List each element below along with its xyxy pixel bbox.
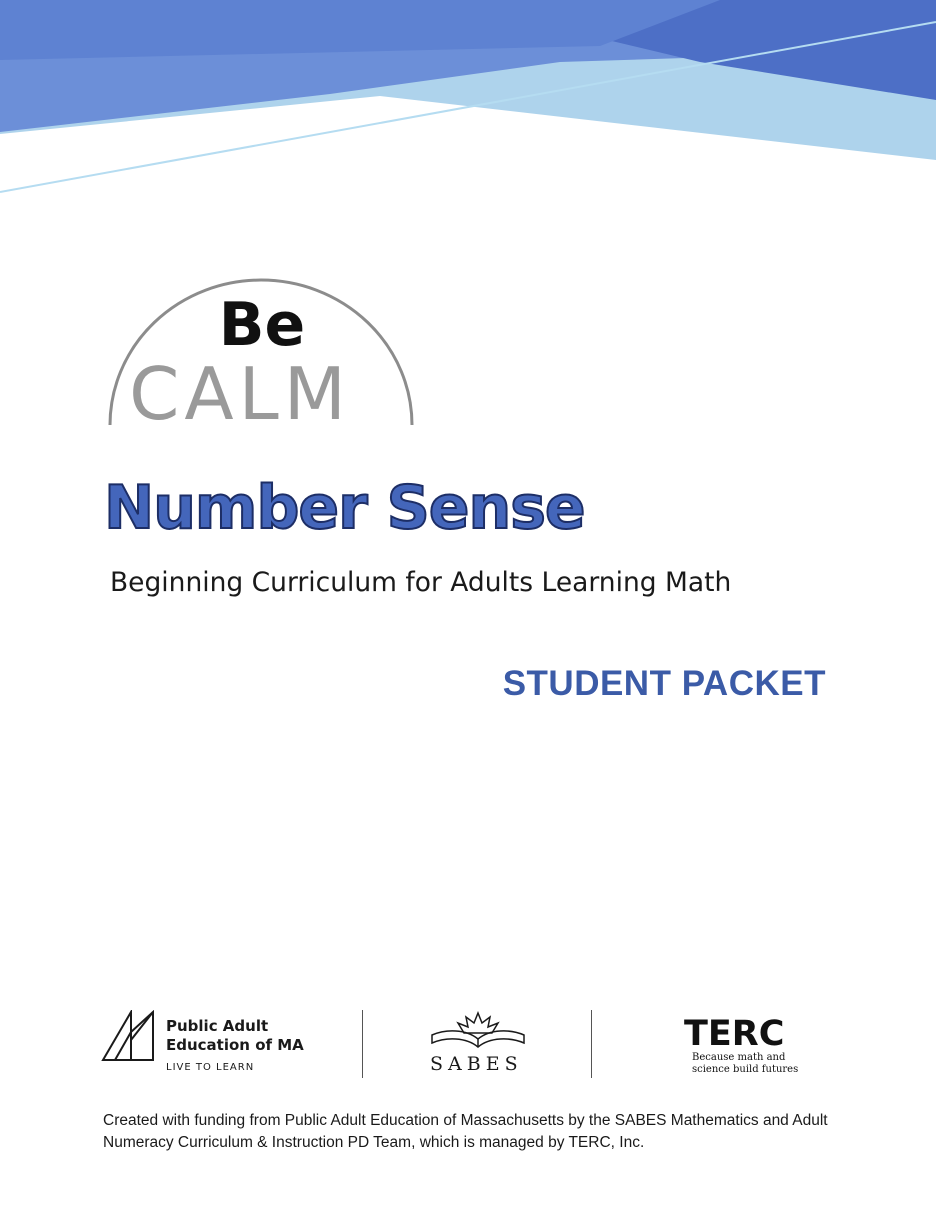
funding-credit: Created with funding from Public Adult Education of Massachusetts by the SABES Mathematics and Adult Numeracy Curriculum & Instruction PD Team, which is managed by TERC, Inc. — [103, 1112, 828, 1151]
be-calm-logo — [100, 275, 420, 435]
terc-logo-tagline: Because math and science build futures — [692, 1052, 799, 1075]
pae-logo-mark-icon — [101, 1010, 157, 1062]
page-subtitle: Beginning Curriculum for Adults Learning Math — [110, 567, 732, 598]
pae-logo-name: Public Adult Education of MA — [166, 1017, 304, 1054]
logo-word-calm: CALM — [129, 352, 351, 435]
sabes-logo-name: SABES — [430, 1053, 523, 1075]
logo-divider — [591, 1010, 592, 1078]
terc-logo-name: TERC — [684, 1014, 785, 1054]
pae-logo-tagline: LIVE TO LEARN — [166, 1062, 255, 1073]
packet-label: STUDENT PACKET — [502, 664, 826, 703]
header-banner — [0, 0, 936, 200]
page-title: Number Sense — [104, 473, 585, 543]
logo-divider — [362, 1010, 363, 1078]
sabes-book-icon — [428, 1011, 528, 1051]
logo-word-be: Be — [218, 290, 306, 360]
